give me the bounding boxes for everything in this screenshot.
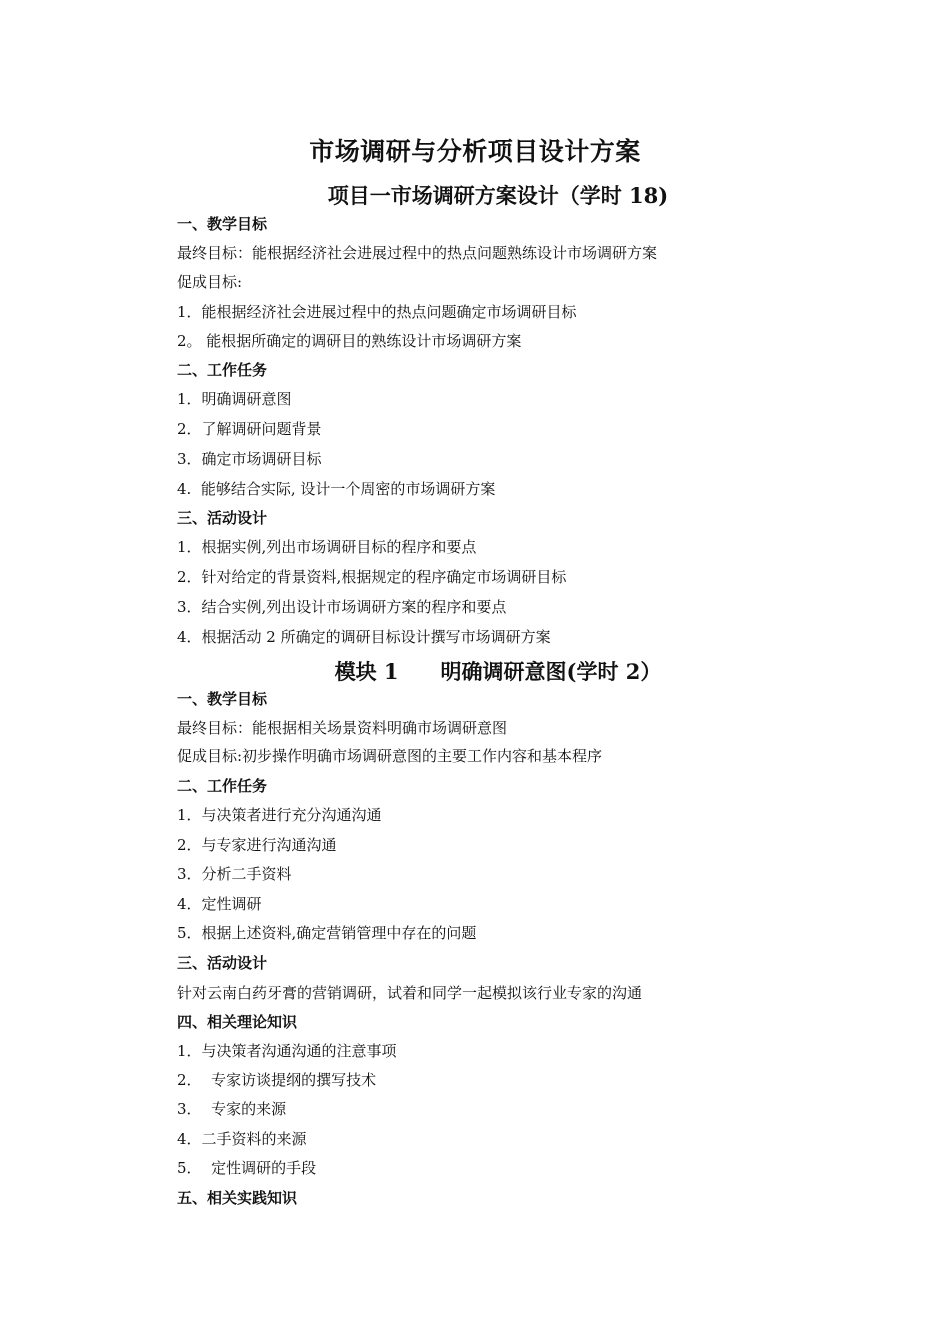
project-tasks-heading: 二、工作任务 [177,361,268,379]
module-theory-item: 2． 专家访谈提纲的撰写技术 [177,1071,377,1089]
module-activities-heading: 三、活动设计 [177,954,268,972]
project-activity-item: 4．根据活动 2 所确定的调研目标设计撰写市场调研方案 [177,628,551,646]
project-sub-goal-item: 2。 能根据所确定的调研目的熟练设计市场调研方案 [177,332,522,350]
module-sub-goal: 促成目标:初步操作明确市场调研意图的主要工作内容和基本程序 [177,747,603,765]
project-goals-heading: 一、教学目标 [177,215,268,233]
project-activities-heading: 三、活动设计 [177,509,268,527]
module-final-goal: 最终目标：能根据相关场景资料明确市场调研意图 [177,719,508,737]
project-activity-item: 2．针对给定的背景资料,根据规定的程序确定市场调研目标 [177,568,567,586]
project-task-item: 2．了解调研问题背景 [177,420,322,438]
module-theory-item: 5． 定性调研的手段 [177,1159,317,1177]
project-task-item: 3．确定市场调研目标 [177,450,322,468]
module-task-item: 4．定性调研 [177,895,262,913]
project-task-item: 4. 能够结合实际, 设计一个周密的市场调研方案 [177,480,496,498]
module-title: 模块 1 明确调研意图(学时 2） [334,659,662,684]
module-task-item: 5．根据上述资料,确定营销管理中存在的问题 [177,924,477,942]
module-theory-item: 4．二手资料的来源 [177,1130,307,1148]
module-task-item: 2．与专家进行沟通沟通 [177,836,337,854]
module-task-item: 1．与决策者进行充分沟通沟通 [177,806,382,824]
project-sub-goal-item: 1．能根据经济社会进展过程中的热点问题确定市场调研目标 [177,303,577,321]
project-final-goal: 最终目标：能根据经济社会进展过程中的热点问题熟练设计市场调研方案 [177,244,658,262]
module-activity: 针对云南白药牙膏的营销调研，试着和同学一起模拟该行业专家的沟通 [177,984,643,1002]
module-theory-item: 3． 专家的来源 [177,1100,287,1118]
module-theory-heading: 四、相关理论知识 [177,1013,298,1031]
document-title: 市场调研与分析项目设计方案 [309,137,641,166]
project-title: 项目一市场调研方案设计（学时 18) [327,183,669,208]
project-sub-goal-label: 促成目标: [177,273,243,291]
module-tasks-heading: 二、工作任务 [177,777,268,795]
module-task-item: 3．分析二手资料 [177,865,292,883]
project-activity-item: 3．结合实例,列出设计市场调研方案的程序和要点 [177,598,507,616]
module-practice-heading: 五、相关实践知识 [177,1189,298,1207]
project-task-item: 1．明确调研意图 [177,390,292,408]
module-goals-heading: 一、教学目标 [177,690,268,708]
module-theory-item: 1．与决策者沟通沟通的注意事项 [177,1042,397,1060]
project-activity-item: 1．根据实例,列出市场调研目标的程序和要点 [177,538,477,556]
